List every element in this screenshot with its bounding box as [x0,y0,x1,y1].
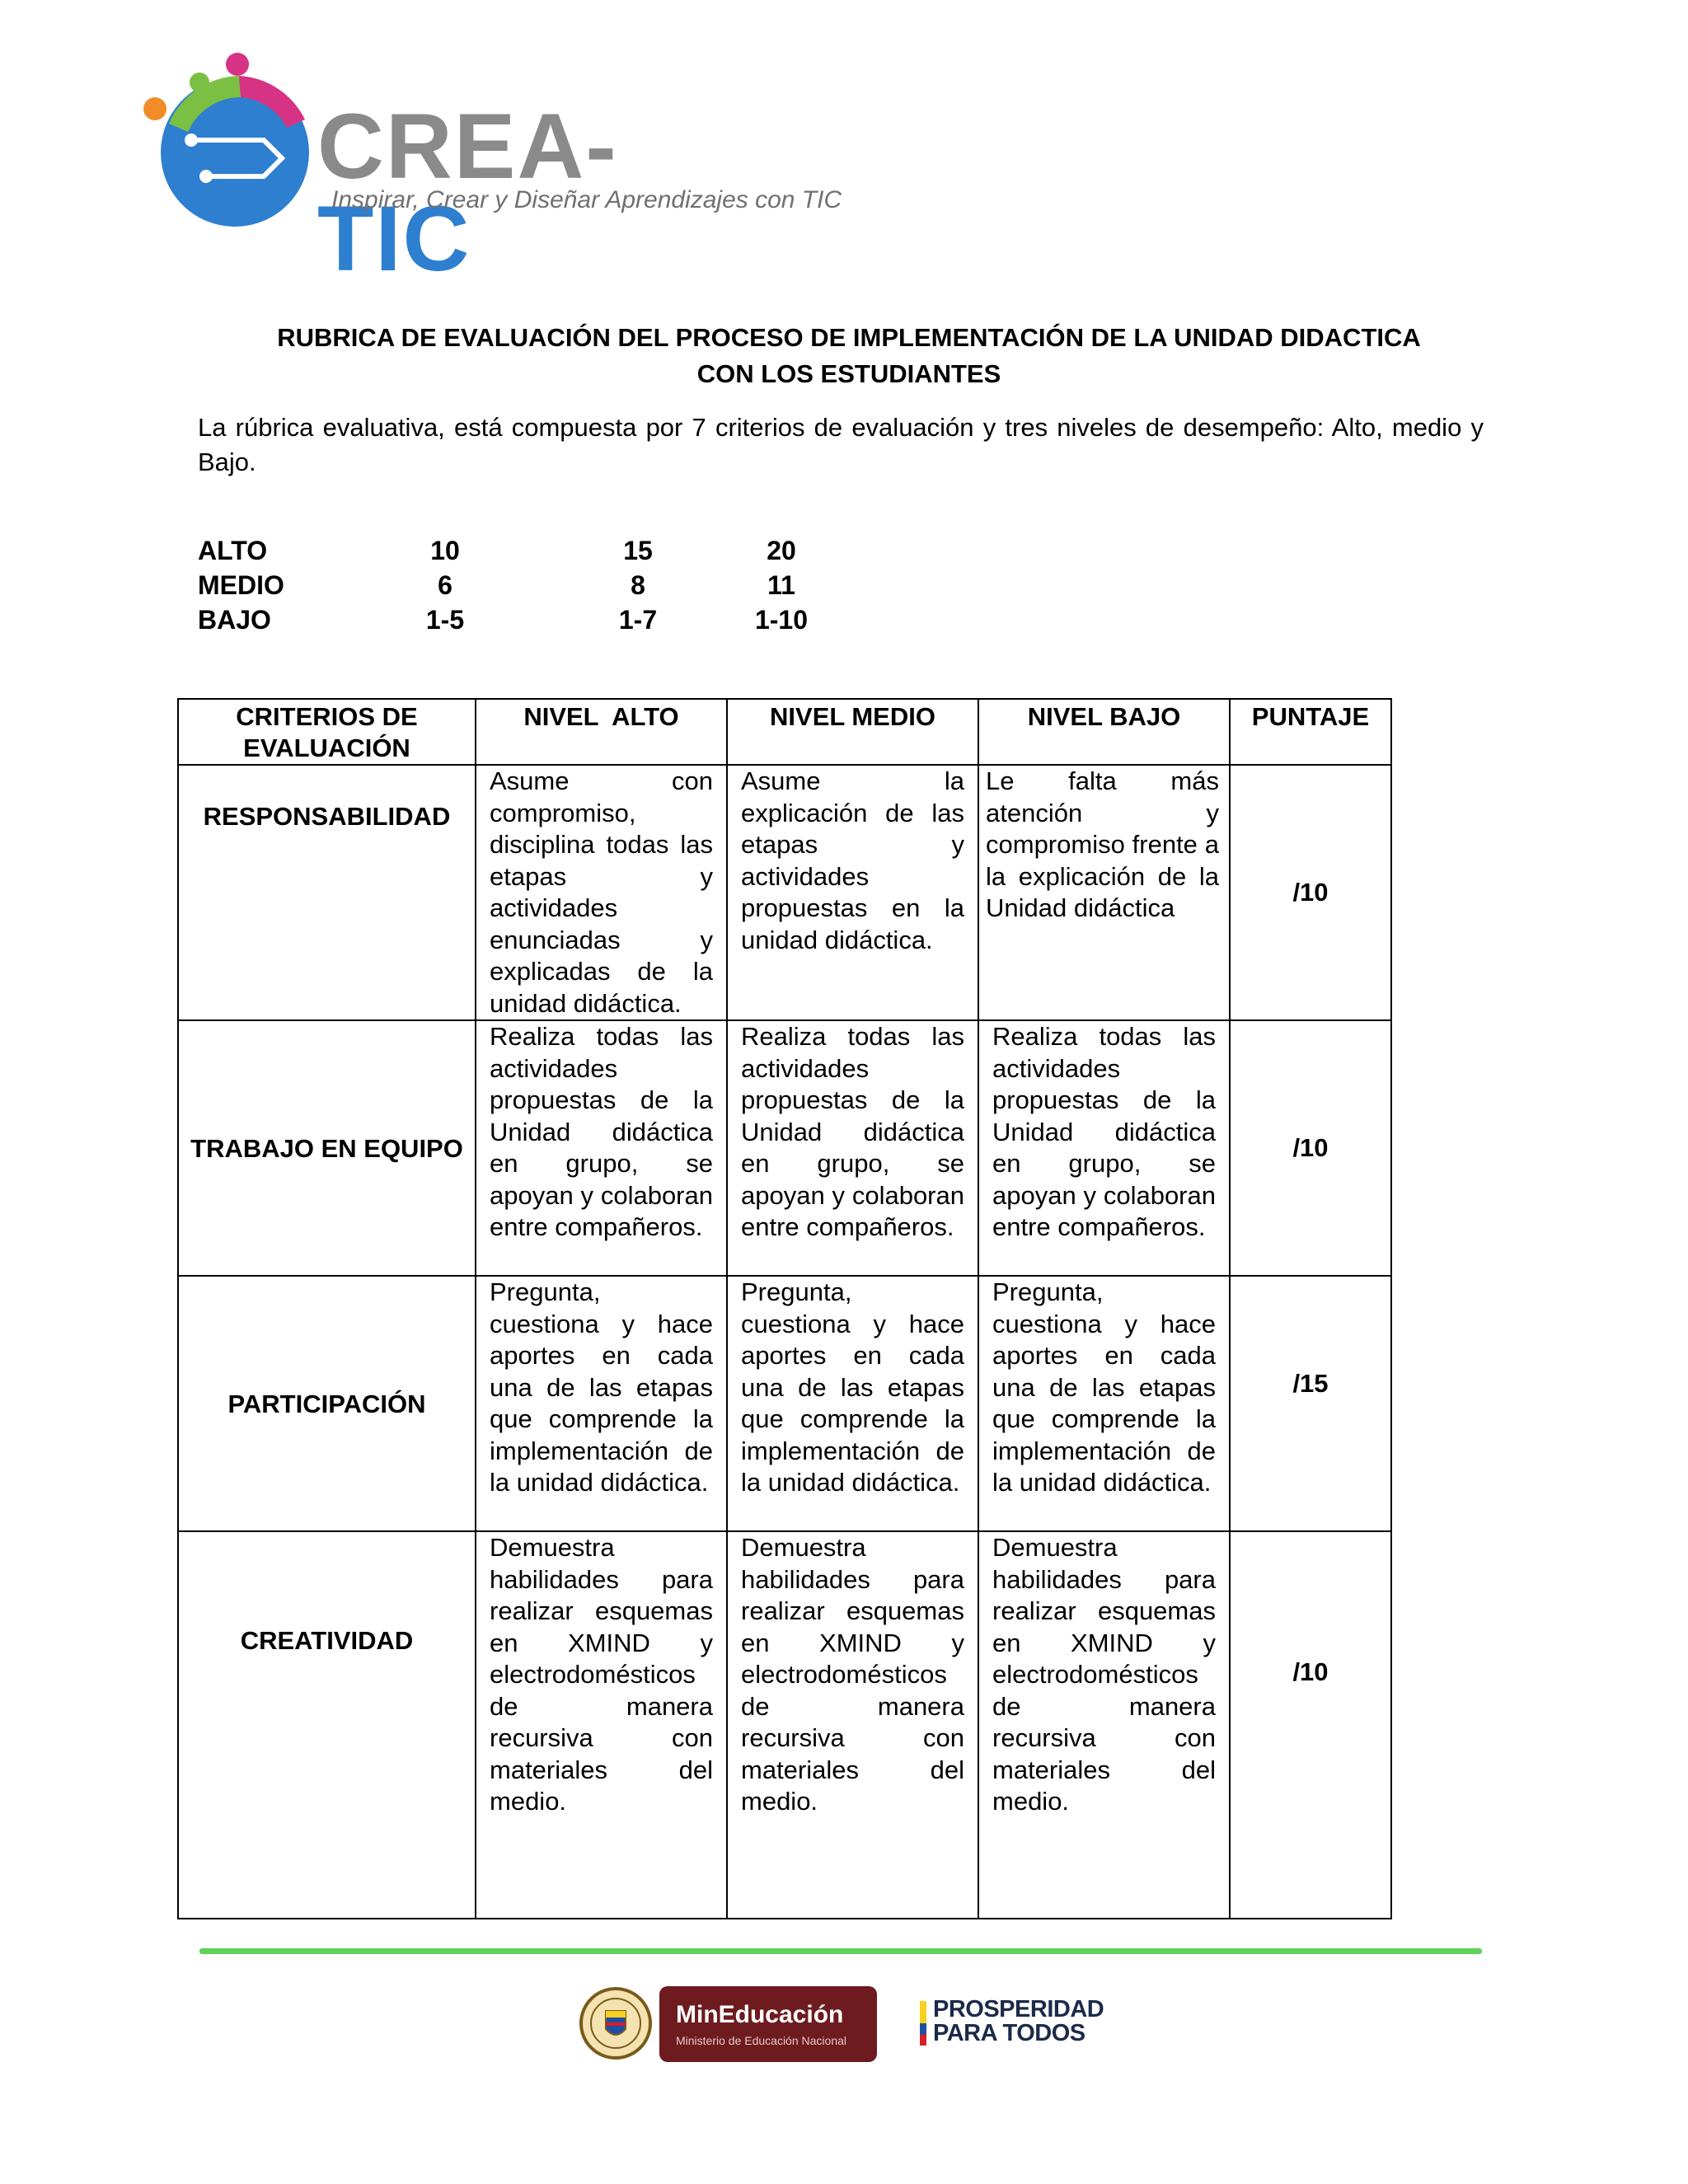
criterion-cell: TRABAJO EN EQUIPO [178,1020,476,1276]
column-header: PUNTAJE [1230,699,1391,765]
logo-wordmark: CREA-TIC [317,95,618,290]
mineducacion-name: MinEducación [676,2001,844,2028]
nivel-bajo-cell: Realiza todas las actividades propuestas de la Unidad didáctica en grupo, se apoyan y colaboran entre compañeros. [978,1020,1230,1276]
level-value: 1-10 [754,605,809,635]
crea-tic-emblem-icon [140,49,313,247]
nivel-medio-cell: Demuestra habilidades para realizar esquemas en XMIND y electrodomésticos de manera recursiva con materiales del medio. [727,1531,978,1919]
level-value: 8 [631,570,645,600]
level-value: 10 [430,536,460,565]
level-name: BAJO [198,605,271,635]
table-row [178,1531,1391,1919]
nivel-alto-cell: Asume con compromiso, disciplina todas las etapas y actividades enunciadas y explicadas de la unidad didáctica. [476,765,727,1020]
criterion-cell: CREATIVIDAD [178,1531,476,1919]
column-header: CRITERIOS DE EVALUACIÓN [178,699,476,765]
prosperidad-text [933,1998,1104,2046]
intro-paragraph: La rúbrica evaluativa, está compuesta por 7 criterios de evaluación y tres niveles de desempeño: Alto, medio y Bajo. [198,413,1484,476]
level-value: 11 [767,570,795,600]
document-title [181,320,1517,392]
column-header: NIVEL BAJO [978,699,1230,765]
column-header: NIVEL MEDIO [727,699,978,765]
title-line-2: CON LOS ESTUDIANTES [696,359,1001,388]
level-value: 15 [623,536,653,565]
table-header-row [178,699,1391,765]
nivel-bajo-cell: Pregunta, cuestiona y hace aportes en cada una de las etapas que comprende la implementación de la unidad didáctica. [978,1276,1230,1531]
nivel-alto-cell: Pregunta, cuestiona y hace aportes en cada una de las etapas que comprende la implementación de la unidad didáctica. [476,1276,727,1531]
nivel-medio-cell: Pregunta, cuestiona y hace aportes en cada una de las etapas que comprende la implementación de la unidad didáctica. [727,1276,978,1531]
score-cell: /15 [1230,1276,1391,1531]
colombia-coat-of-arms-icon [579,1986,653,2060]
score-cell: /10 [1230,765,1391,1020]
logo-tagline: Inspirar, Crear y Diseñar Aprendizajes con TIC [331,186,842,213]
prosperidad-line-2: PARA TODOS [933,2020,1085,2046]
nivel-medio-cell: Asume la explicación de las etapas y actividades propuestas en la unidad didáctica. [727,765,978,1020]
nivel-alto-cell: Realiza todas las actividades propuestas de la Unidad didáctica en grupo, se apoyan y colaboran entre compañeros. [476,1020,727,1276]
nivel-alto-cell: Demuestra habilidades para realizar esquemas en XMIND y electrodomésticos de manera recursiva con materiales del medio. [476,1531,727,1919]
score-cell: /10 [1230,1531,1391,1919]
mineducacion-logo [659,1986,877,2062]
level-value: 20 [767,536,796,565]
mineducacion-subtitle: Ministerio de Educación Nacional [676,2034,846,2047]
level-value: 1-7 [618,605,658,635]
level-name: MEDIO [198,570,284,600]
criterion-cell: RESPONSABILIDAD [178,765,476,1020]
footer-divider [199,1948,1482,1954]
title-line-1: RUBRICA DE EVALUACIÓN DEL PROCESO DE IMPLEMENTACIÓN DE LA UNIDAD DIDACTICA [277,323,1421,352]
table-row [178,765,1391,1020]
nivel-bajo-cell: Demuestra habilidades para realizar esquemas en XMIND y electrodomésticos de manera recursiva con materiales del medio. [978,1531,1230,1919]
crea-tic-logo [140,49,842,290]
rubric-table [177,698,1392,1919]
score-cell: /10 [1230,1020,1391,1276]
table-row [178,1020,1391,1276]
level-value: 1-5 [425,605,465,635]
nivel-bajo-cell: Le falta más atención y compromiso frente a la explicación de la Unidad didáctica [978,765,1230,1020]
level-value: 6 [438,570,452,600]
criterion-cell: PARTICIPACIÓN [178,1276,476,1531]
level-name: ALTO [198,536,268,565]
colombia-flag-icon [920,2001,926,2046]
table-row [178,1276,1391,1531]
nivel-medio-cell: Realiza todas las actividades propuestas de la Unidad didáctica en grupo, se apoyan y colaboran entre compañeros. [727,1020,978,1276]
prosperidad-line-1: PROSPERIDAD [933,1996,1104,2022]
column-header: NIVEL ALTO [476,699,727,765]
